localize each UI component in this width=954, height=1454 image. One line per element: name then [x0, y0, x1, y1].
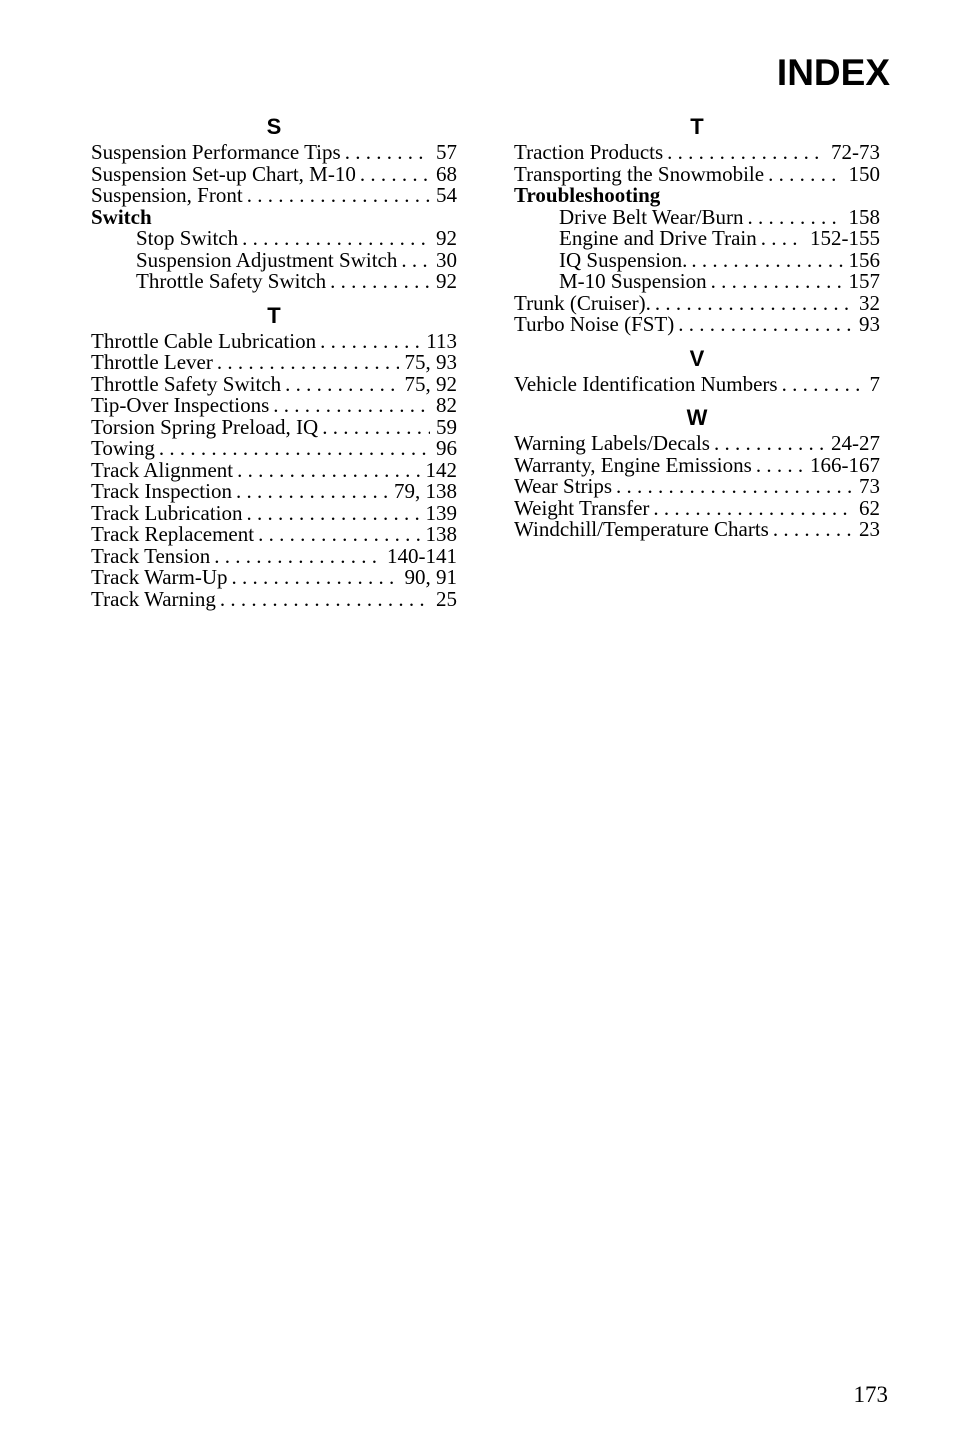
index-entry [91, 500, 457, 525]
index-entry [91, 247, 457, 272]
index-page-ref: 32 [859, 290, 880, 315]
index-entry [514, 495, 880, 520]
section-letter: S [266, 114, 282, 139]
index-page-ref: 157 [848, 269, 880, 293]
index-page-ref: 54 [436, 183, 457, 207]
index-entry [514, 161, 880, 186]
index-entry [91, 142, 457, 164]
dot-leader [653, 498, 853, 520]
index-page-ref: 23 [859, 517, 880, 541]
dot-leader [258, 524, 419, 546]
section-letter: W [686, 405, 708, 430]
index-entry [91, 185, 457, 207]
index-page-ref: 75, 93 [404, 350, 457, 374]
dot-leader [714, 433, 825, 455]
index-term: Weight Transfer [514, 495, 650, 520]
index-term: Track Warning [91, 586, 216, 611]
index-entry [91, 438, 457, 460]
dot-leader [678, 314, 853, 336]
index-page-ref: 57 [436, 140, 457, 164]
page-title: INDEX [776, 52, 890, 93]
dot-leader [655, 293, 853, 315]
index-entry [514, 204, 880, 229]
index-term: Track Alignment [91, 457, 234, 482]
index-term: Switch [91, 204, 152, 229]
dot-leader [237, 460, 419, 482]
index-page-ref: 140-141 [387, 543, 457, 568]
index-term: Track Lubrication [91, 500, 243, 525]
index-page-ref: 30 [436, 247, 457, 272]
dot-leader [159, 438, 430, 460]
index-term: Throttle Safety Switch [91, 371, 282, 396]
dot-leader [711, 271, 843, 293]
index-term: Stop Switch [136, 226, 239, 250]
index-page-ref: 7 [869, 371, 880, 396]
dot-leader [667, 142, 825, 164]
dot-leader [220, 589, 430, 611]
index-page-ref: 156 [848, 247, 880, 272]
index-page-ref: 96 [436, 436, 457, 460]
index-page-ref: 138 [425, 522, 457, 546]
index-page-ref: 92 [436, 226, 457, 250]
index-term: Suspension Adjustment Switch [136, 247, 398, 272]
index-group-heading [91, 204, 457, 229]
index-page-ref: 150 [848, 161, 880, 186]
index-page-ref: 166-167 [810, 452, 880, 477]
index-page-ref: 152-155 [810, 226, 880, 250]
index-page-ref: 73 [859, 474, 880, 498]
index-term: Throttle Lever [91, 350, 213, 374]
section-letter: T [267, 302, 281, 328]
index-entry [91, 228, 457, 250]
index-term: Track Warm-Up [91, 565, 228, 589]
dot-leader [236, 481, 388, 503]
index-page-ref: 90, 91 [404, 565, 457, 589]
index-entry [91, 457, 457, 482]
index-term: Suspension Set-up Chart, M-10 [91, 161, 356, 186]
index-term: Engine and Drive Train [559, 226, 757, 250]
index-page-ref: 113 [426, 328, 457, 353]
index-page-ref: 72-73 [831, 140, 880, 164]
index-entry [91, 328, 457, 353]
dot-leader [761, 228, 804, 250]
section-letter: V [689, 345, 705, 371]
index-page-ref: 24-27 [831, 431, 880, 455]
index-term: M-10 Suspension [559, 269, 707, 293]
index-term: Traction Products [514, 140, 664, 164]
dot-leader [401, 250, 430, 272]
index-page-ref: 158 [848, 204, 880, 229]
index-entry [514, 314, 880, 336]
index-term: Throttle Cable Lubrication [91, 328, 317, 353]
dot-leader [773, 519, 853, 541]
index-section [91, 301, 457, 611]
index-term: IQ Suspension. [559, 247, 688, 272]
dot-leader [214, 546, 381, 568]
dot-leader [345, 142, 430, 164]
index-section [91, 112, 457, 293]
index-term: Troubleshooting [514, 183, 661, 207]
index-page-ref: 93 [859, 312, 880, 336]
index-term: Transporting the Snowmobile [514, 161, 765, 186]
index-entry [514, 247, 880, 272]
index-page-ref: 142 [425, 457, 457, 482]
index-term: Wear Strips [514, 474, 613, 498]
dot-leader [247, 185, 430, 207]
index-entry [91, 161, 457, 186]
index-page-ref: 68 [436, 161, 457, 186]
index-term: Throttle Safety Switch [136, 269, 327, 293]
index-page-ref: 79, 138 [394, 479, 457, 503]
index-section [514, 403, 880, 541]
dot-leader [756, 455, 804, 477]
dot-leader [360, 164, 430, 186]
index-section [514, 344, 880, 396]
index-entry [514, 476, 880, 498]
index-entry [514, 290, 880, 315]
dot-leader [217, 352, 399, 374]
dot-leader [242, 228, 430, 250]
index-entry [514, 371, 880, 396]
index-page-ref: 75, 92 [404, 371, 457, 396]
index-page-ref: 59 [436, 414, 457, 439]
index-term: Vehicle Identification Numbers [514, 371, 778, 396]
index-entry [91, 543, 457, 568]
index-term: Towing [91, 436, 155, 460]
index-term: Track Inspection [91, 479, 232, 503]
index-entry [514, 271, 880, 293]
index-entry [91, 481, 457, 503]
dot-leader [748, 207, 843, 229]
index-entry [514, 142, 880, 164]
dot-leader [782, 374, 864, 396]
index-term: Trunk (Cruiser). [514, 290, 651, 315]
page-number: 173 [853, 1382, 888, 1407]
dot-leader [285, 374, 398, 396]
index-entry [514, 433, 880, 455]
index-term: Warranty, Engine Emissions [514, 452, 752, 477]
index-section [514, 112, 880, 336]
index-entry [91, 586, 457, 611]
section-letter: T [690, 114, 704, 139]
dot-leader [273, 395, 430, 417]
index-entry [91, 371, 457, 396]
index-entry [91, 395, 457, 417]
index-term: Track Tension [91, 543, 211, 568]
dot-leader [691, 250, 842, 272]
index-page-ref: 139 [425, 500, 457, 525]
dot-leader [320, 331, 420, 353]
index-term: Drive Belt Wear/Burn [559, 204, 744, 229]
index-column-right [514, 110, 880, 541]
dot-leader [330, 271, 430, 293]
dot-leader [322, 417, 430, 439]
index-entry [91, 524, 457, 546]
index-term: Turbo Noise (FST) [514, 312, 675, 336]
index-page-ref: 25 [436, 586, 457, 611]
index-term: Torsion Spring Preload, IQ [91, 414, 319, 439]
index-entry [91, 567, 457, 589]
index-entry [91, 352, 457, 374]
index-term: Suspension, Front [91, 183, 243, 207]
index-page-ref: 62 [859, 495, 880, 520]
dot-leader [768, 164, 842, 186]
dot-leader [232, 567, 399, 589]
index-term: Suspension Performance Tips [91, 140, 341, 164]
index-entry [514, 452, 880, 477]
index-entry [514, 519, 880, 541]
index-page-ref: 82 [436, 393, 457, 417]
index-term: Track Replacement [91, 522, 255, 546]
index-term: Windchill/Temperature Charts [514, 517, 769, 541]
index-entry [91, 271, 457, 293]
index-column-left [91, 110, 457, 610]
index-term: Warning Labels/Decals [514, 431, 710, 455]
dot-leader [246, 503, 419, 525]
index-entry [514, 228, 880, 250]
index-group-heading [514, 185, 880, 207]
index-entry [91, 414, 457, 439]
index-term: Tip-Over Inspections [91, 393, 270, 417]
index-page-ref: 92 [436, 269, 457, 293]
dot-leader [616, 476, 853, 498]
